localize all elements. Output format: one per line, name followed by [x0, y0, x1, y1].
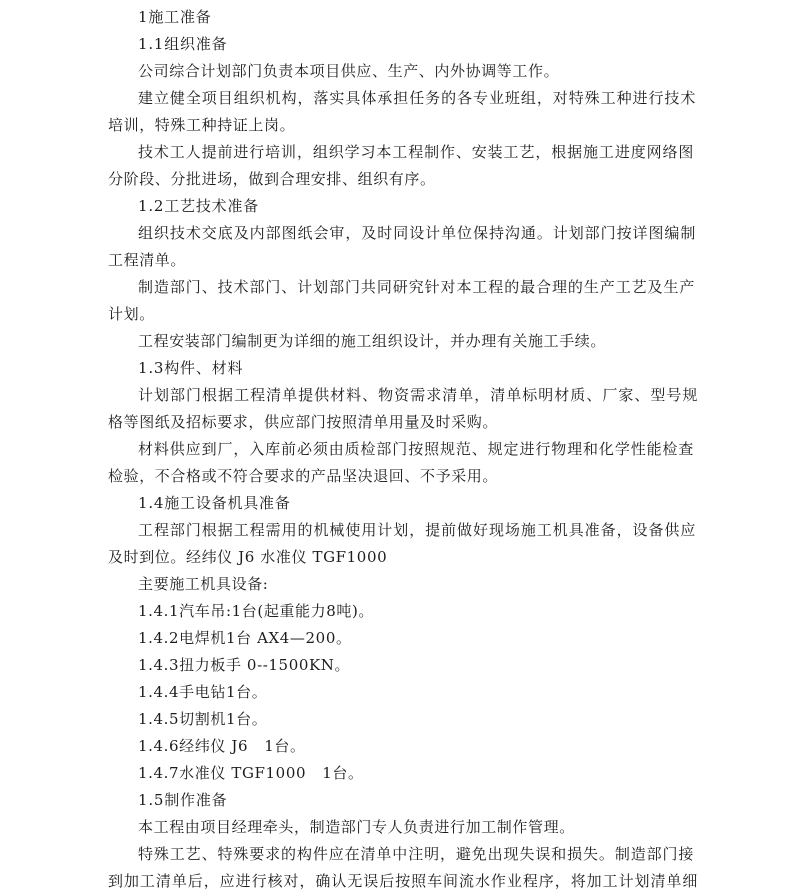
paragraph-line: 组织技术交底及内部图纸会审，及时同设计单位保持沟通。计划部门按详图编制 [138, 224, 696, 242]
equipment-item: 1.4.5切割机1台。 [138, 710, 268, 728]
equipment-item: 1.4.7水准仪 TGF1000 1台。 [138, 764, 364, 782]
paragraph-line: 格等图纸及招标要求，供应部门按照清单用量及时采购。 [108, 413, 499, 431]
equipment-item: 1.4.4手电钻1台。 [138, 683, 268, 701]
equipment-item: 1.4.6经纬仪 J6 1台。 [138, 737, 306, 755]
paragraph-line: 分阶段、分批进场，做到合理安排、组织有序。 [108, 170, 436, 188]
paragraph-line: 技术工人提前进行培训，组织学习本工程制作、安装工艺，根据施工进度网络图 [138, 143, 694, 161]
paragraph-line: 建立健全项目组织机构，落实具体承担任务的各专业班组，对特殊工种进行技术 [138, 89, 696, 107]
paragraph-line: 材料供应到厂，入库前必须由质检部门按照规范、规定进行物理和化学性能检查 [138, 440, 694, 458]
paragraph-line: 及时到位。经纬仪 J6 水准仪 TGF1000 [108, 548, 388, 566]
paragraph-line: 计划部门根据工程清单提供材料、物资需求清单，清单标明材质、厂家、型号规 [138, 386, 698, 404]
heading-1-2: 1.2工艺技术准备 [138, 197, 260, 215]
paragraph-line: 计划。 [108, 305, 155, 323]
equipment-item: 1.4.3扭力板手 0--1500KN。 [138, 656, 351, 674]
heading-1-4: 1.4施工设备机具准备 [138, 494, 291, 512]
paragraph-line: 特殊工艺、特殊要求的构件应在清单中注明，避免出现失误和损失。制造部门接 [138, 845, 694, 863]
paragraph-line: 到加工清单后，应进行核对，确认无误后按照车间流水作业程序，将加工计划清单细 [108, 872, 698, 890]
paragraph-line: 检验，不合格或不符合要求的产品坚决退回、不予采用。 [108, 467, 499, 485]
paragraph-line: 主要施工机具设备: [138, 575, 269, 593]
heading-1-5: 1.5制作准备 [138, 791, 228, 809]
heading-1-1: 1.1组织准备 [138, 35, 228, 53]
equipment-item: 1.4.1汽车吊:1台(起重能力8吨)。 [138, 602, 375, 620]
paragraph-line: 制造部门、技术部门、计划部门共同研究针对本工程的最合理的生产工艺及生产 [138, 278, 695, 296]
heading-1-3: 1.3构件、材料 [138, 359, 244, 377]
paragraph-line: 工程清单。 [108, 251, 187, 269]
paragraph-line: 工程部门根据工程需用的机械使用计划，提前做好现场施工机具准备，设备供应 [138, 521, 696, 539]
paragraph-line: 工程安装部门编制更为详细的施工组织设计，并办理有关施工手续。 [138, 332, 607, 350]
heading-1: 1施工准备 [138, 8, 212, 26]
equipment-item: 1.4.2电焊机1台 AX4—200。 [138, 629, 352, 647]
paragraph-line: 本工程由项目经理牵头，制造部门专人负责进行加工制作管理。 [138, 818, 575, 836]
paragraph-line: 培训，特殊工种持证上岗。 [108, 116, 296, 134]
paragraph-line: 公司综合计划部门负责本项目供应、生产、内外协调等工作。 [138, 62, 560, 80]
